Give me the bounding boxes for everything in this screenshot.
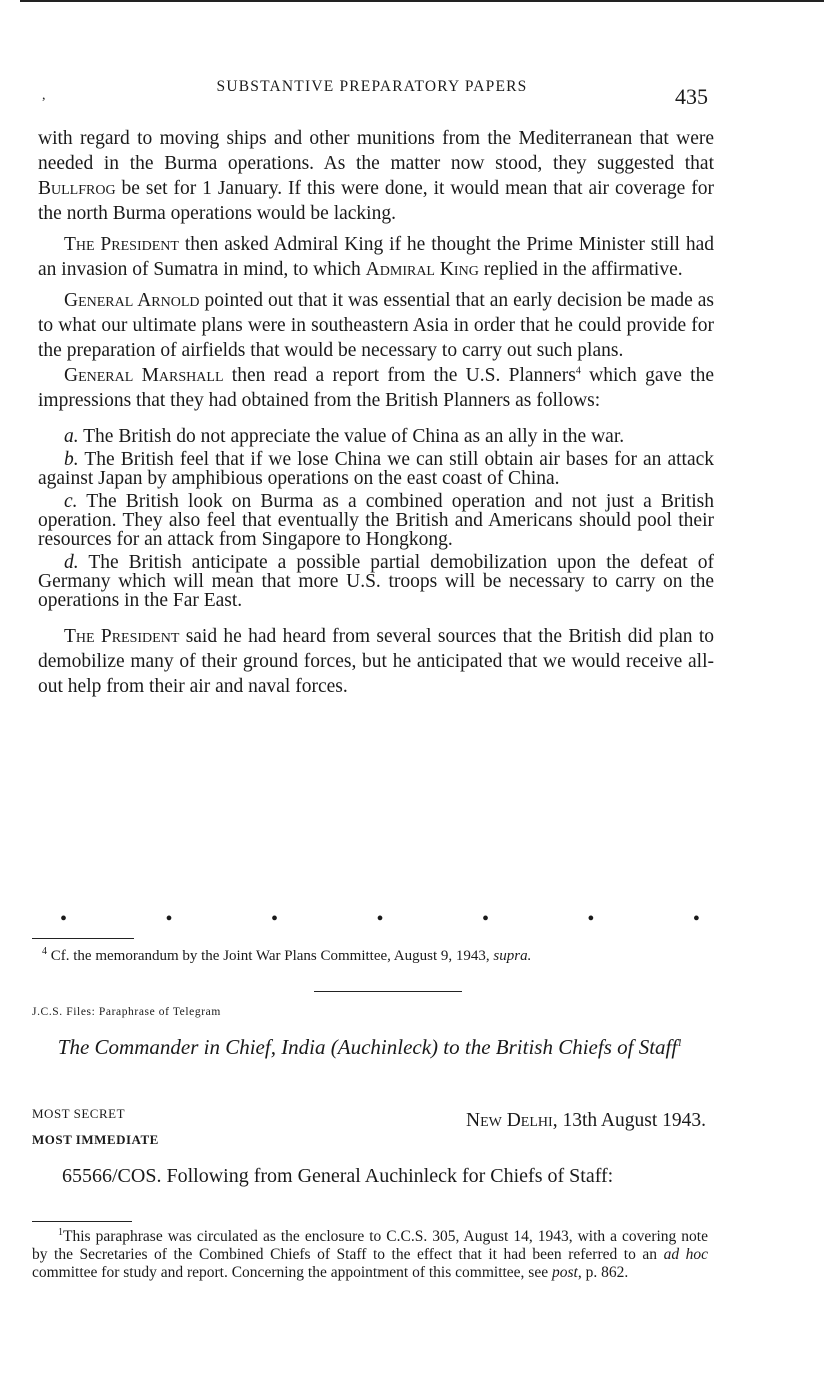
classification-secret: MOST SECRET [32, 1106, 126, 1121]
body-text [38, 126, 714, 699]
paragraph-5: The President said he had heard from several sources that the British did plan to demobilize many of their ground forces, but he anticipated that we would receive all-out help from their air and naval forces. [38, 626, 714, 697]
document-source: J.C.S. Files: Paraphrase of Telegram [32, 1006, 221, 1018]
list-item: b. The British feel that if we lose China we can still obtain air bases for an attack against Japan by amphibious operations on the east coast of China. [38, 449, 714, 489]
paragraph-1: with regard to moving ships and other munitions from the Mediterranean that were needed in the Burma operations. As the matter now stood, they suggested that Bullfrog be set for 1 January. If this were done, it would mean that air coverage for the north Burma operations would be lacking. [38, 128, 714, 224]
footnote-ref: 4 [575, 365, 581, 377]
page-number: 435 [675, 84, 708, 109]
footnote-divider [32, 1221, 132, 1222]
document-title: The Commander in Chief, India (Auchinleck) to the British Chiefs of Staff$^1$ [57, 1035, 683, 1059]
classification-immediate: MOST IMMEDIATE [32, 1132, 159, 1147]
section-divider [314, 991, 462, 992]
speaker: Admiral King [365, 259, 479, 280]
footnote-4: $^4$ Cf. the memorandum by the Joint War Plans Committee, August 9, 1943, supra. [42, 946, 532, 964]
paragraph-4: General Marshall then read a report from the U.S. Planners$^4$ which gave the impressions that they had obtained from the British Planners as follows: [38, 365, 714, 411]
dateline: New Delhi, 13th August 1943. [466, 1110, 706, 1131]
paragraph-2: The President then asked Admiral King if he thought the Prime Minister still had an invasion of Sumatra in mind, to which Admiral King replied in the affirmative. [38, 234, 714, 280]
list-item: d. The British anticipate a possible partial demobilization upon the defeat of Germany which will mean that more U.S. troops will be necessary to carry on the operations in the Far East. [38, 552, 714, 611]
omission-dots: • • • • • • • [60, 908, 700, 930]
speaker: The President [64, 626, 180, 647]
speaker: General Marshall [64, 365, 224, 386]
footnote-1: $^1$This paraphrase was circulated as the enclosure to C.C.S. 305, August 14, 1943, with a covering note by the Secretaries of the Combined Chiefs of Staff to the effect that it had been referred to an ad hoc committee for study and report. Concerning the appointment of this committee, see post, p. 862. [32, 1226, 708, 1281]
footnote-ref: 1 [677, 1038, 683, 1049]
speaker: The President [64, 234, 179, 255]
telegram-text: 65566/COS. Following from General Auchinleck for Chiefs of Staff: [62, 1165, 614, 1187]
running-head: SUBSTANTIVE PREPARATORY PAPERS [216, 78, 528, 95]
footnote-divider [32, 938, 134, 939]
codename: Bullfrog [38, 178, 116, 199]
list-item: c. The British look on Burma as a combined operation and not just a British operation. They also feel that eventually the British and Americans should pool their resources for an attack from Singapore to Hongkong. [38, 491, 714, 550]
list-item: a. The British do not appreciate the value of China as an ally in the war. [64, 426, 625, 447]
impressions-list [38, 427, 714, 610]
paragraph-3: General Arnold pointed out that it was essential that an early decision be made as to what our ultimate plans were in southeastern Asia in order that he could provide for the preparation of airfields that would be necessary to carry out such plans. [38, 290, 714, 361]
speaker: General Arnold [64, 290, 200, 311]
margin-mark: , [42, 88, 46, 103]
top-rule [20, 0, 824, 2]
